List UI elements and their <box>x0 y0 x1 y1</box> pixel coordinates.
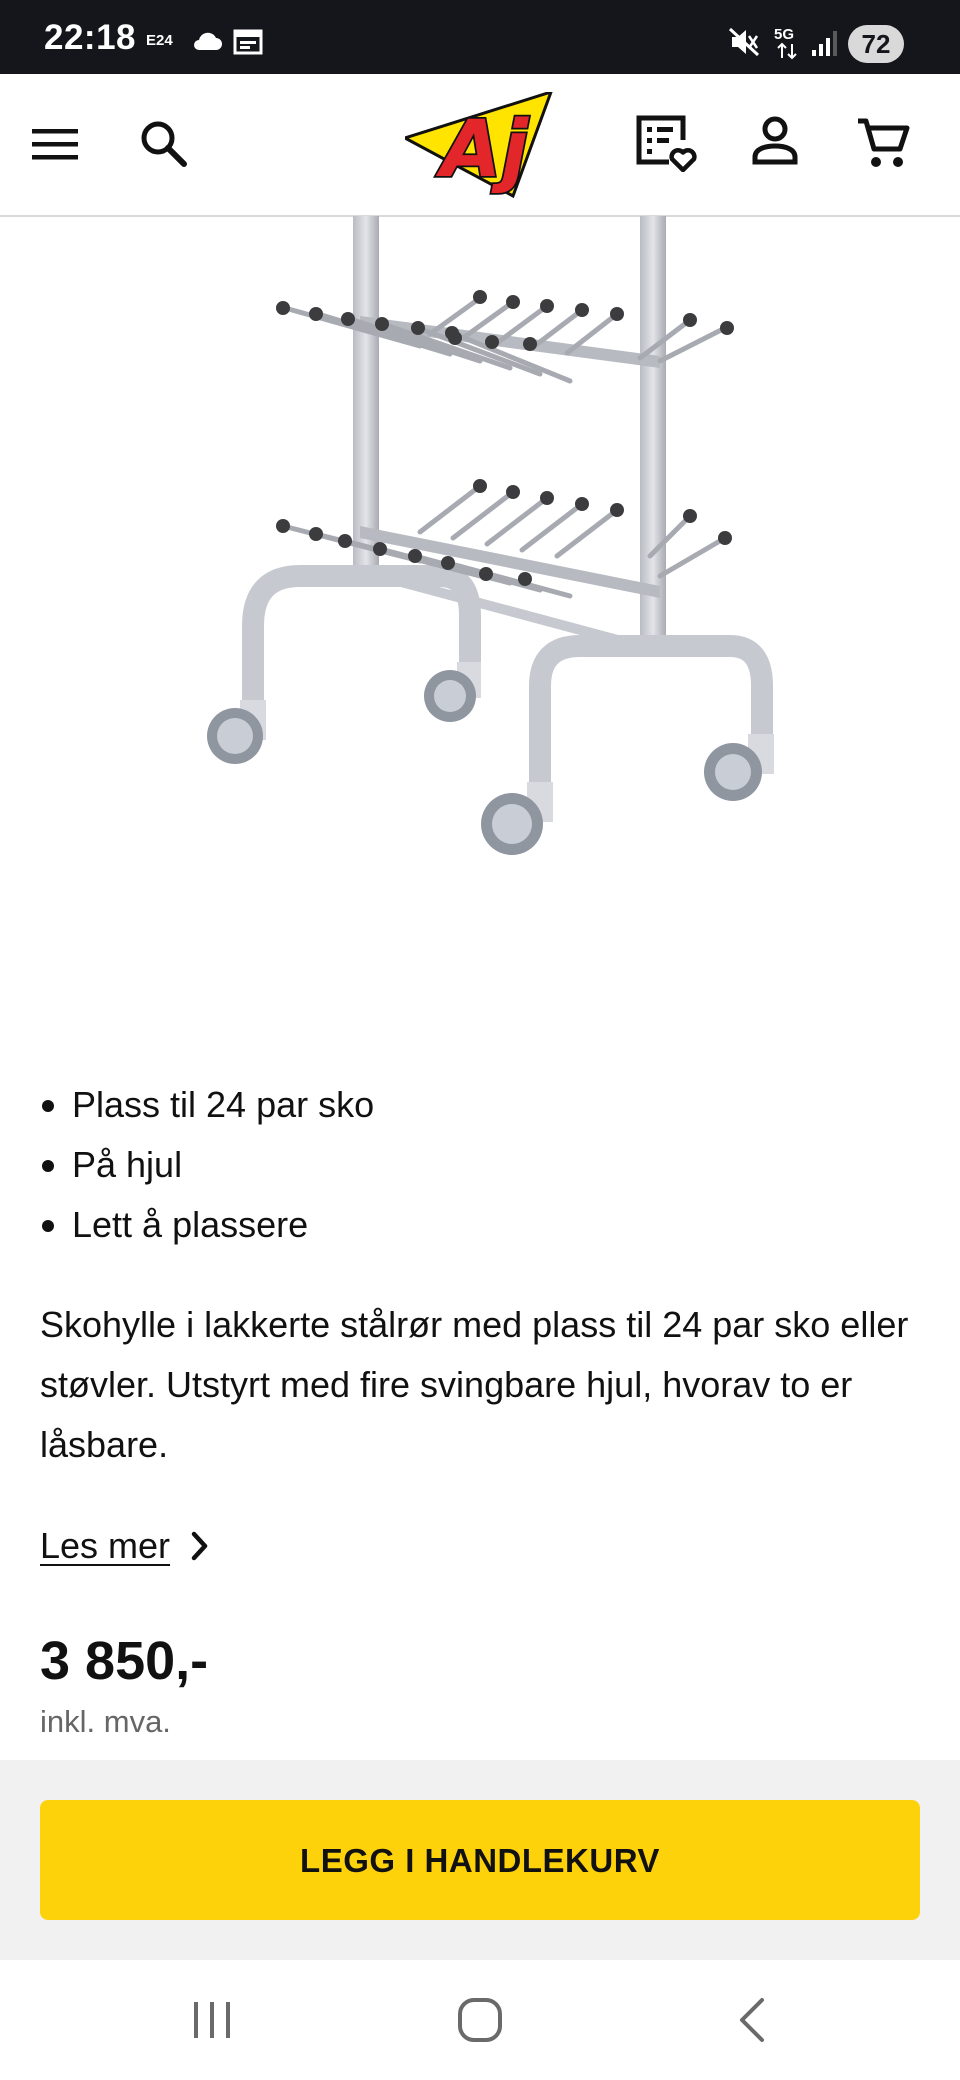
feature-item: Plass til 24 par sko <box>40 1075 920 1135</box>
status-bar <box>0 0 960 74</box>
read-more-label: Les mer <box>40 1525 171 1566</box>
logo-text: Aj <box>441 105 529 195</box>
feature-item: På hjul <box>40 1135 920 1195</box>
chevron-right-icon <box>190 1530 210 1562</box>
vat-note: inkl. mva. <box>40 1704 171 1739</box>
5g-icon <box>774 24 804 60</box>
cart-icon[interactable] <box>856 116 910 170</box>
recent-apps-icon[interactable] <box>188 1994 236 2046</box>
feature-item: Lett å plassere <box>40 1195 920 1255</box>
network-label: 5G <box>774 26 795 43</box>
product-description: Skohylle i lakkerte stålrør med plass til 24 par sko eller støvler. Utstyrt med fire svingbare hjul, hvorav to er låsbare. <box>40 1304 909 1465</box>
cloud-icon <box>191 30 223 52</box>
mute-vibrate-icon <box>728 27 760 57</box>
account-icon[interactable] <box>752 116 798 166</box>
product-price: 3 850,- <box>40 1631 209 1691</box>
menu-icon[interactable] <box>30 124 80 164</box>
add-to-cart-button[interactable]: LEGG I HANDLEKURV <box>40 1800 920 1920</box>
system-nav-bar <box>0 1960 960 2080</box>
wishlist-icon[interactable] <box>635 114 697 172</box>
signal-icon <box>810 28 838 58</box>
battery-icon: 72 <box>848 25 904 63</box>
e24-icon: E24 <box>146 32 173 49</box>
product-image[interactable] <box>0 216 960 996</box>
add-to-cart-bar <box>0 1760 960 1960</box>
status-time: 22:18 <box>44 18 137 57</box>
logo[interactable] <box>405 92 555 200</box>
calendar-icon <box>233 27 263 55</box>
feature-list <box>40 1075 920 1255</box>
back-icon[interactable] <box>732 1994 772 2046</box>
read-more-link[interactable] <box>40 1518 210 1574</box>
search-icon[interactable] <box>138 118 190 170</box>
site-header <box>0 74 960 217</box>
home-icon[interactable] <box>454 1994 506 2046</box>
